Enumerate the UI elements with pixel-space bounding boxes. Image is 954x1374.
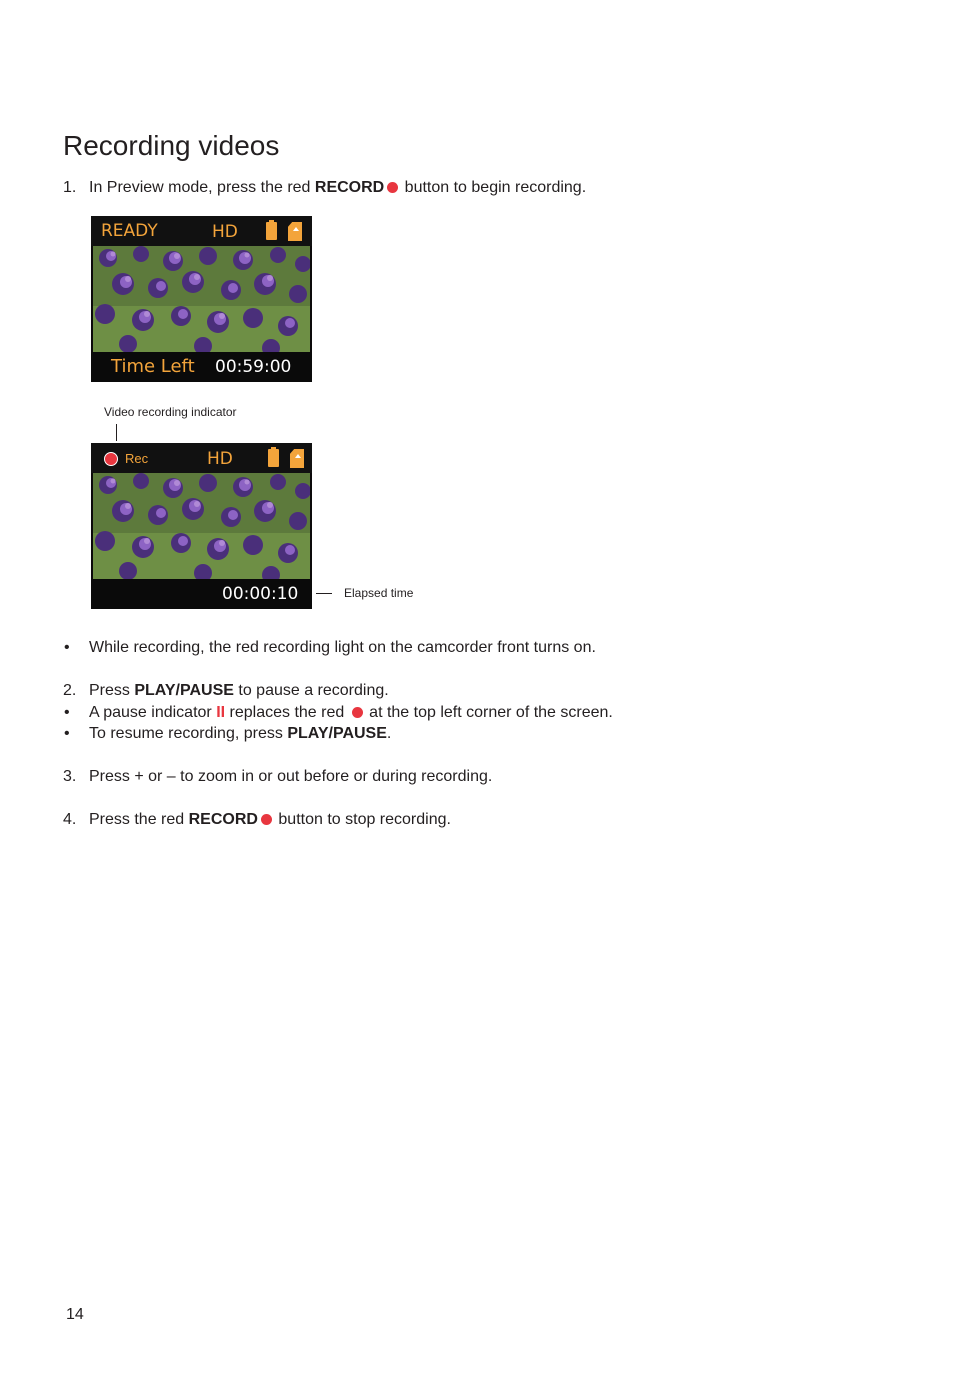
record-label: RECORD — [314, 179, 385, 196]
bullet-pause-post: at the top left corner of the screen. — [364, 704, 613, 721]
record-label: RECORD — [188, 811, 258, 828]
ready-status: READY — [101, 221, 158, 241]
hd-label: HD — [207, 449, 233, 469]
bullet-mark: • — [64, 704, 70, 721]
ready-screen — [91, 216, 312, 382]
record-dot-icon — [387, 182, 398, 193]
page-title: Recording videos — [63, 130, 280, 161]
rec-screen-bottombar — [91, 579, 312, 609]
time-left-value: 00:59:00 — [215, 357, 292, 377]
step-4-pre: Press the red — [89, 811, 189, 828]
bullet-mark: • — [64, 725, 70, 742]
step-2-post: to pause a recording. — [233, 682, 389, 699]
elapsed-callout: Elapsed time — [344, 586, 414, 600]
page-number: 14 — [66, 1306, 84, 1323]
bullet-resume-post: . — [386, 725, 392, 742]
battery-icon — [266, 222, 277, 240]
pause-indicator-icon: II — [216, 704, 226, 721]
step-1-post: button to begin recording. — [400, 179, 587, 196]
hd-label: HD — [212, 222, 238, 242]
ready-screen-bottombar — [91, 352, 312, 382]
elapsed-time-value: 00:00:10 — [222, 584, 299, 604]
indicator-callout: Video recording indicator — [104, 405, 237, 419]
bullet-mark: • — [64, 639, 70, 656]
bullet-resume-pre: To resume recording, press — [89, 725, 288, 742]
step-1-number: 1. — [63, 179, 77, 196]
battery-icon — [268, 449, 279, 467]
play-pause-label: PLAY/PAUSE — [287, 725, 387, 742]
step-3-number: 3. — [63, 768, 77, 785]
lavender-preview-image — [93, 246, 310, 352]
step-2-pre: Press — [89, 682, 135, 699]
step-4-text — [89, 810, 451, 830]
bullet-recording-text: While recording, the red recording light on the camcorder front turns on. — [89, 639, 596, 656]
bullet-pause-text — [89, 703, 613, 723]
record-dot-icon — [352, 707, 363, 718]
recording-indicator-icon — [104, 452, 118, 466]
step-1-pre: In Preview mode, press the red — [89, 179, 315, 196]
lavender-preview-image — [93, 473, 310, 579]
bullet-pause-pre: A pause indicator — [89, 704, 217, 721]
record-dot-icon — [261, 814, 272, 825]
step-4-number: 4. — [63, 811, 77, 828]
indicator-callout-line — [116, 424, 117, 441]
bullet-resume-text — [89, 724, 391, 744]
step-4-post: button to stop recording. — [273, 811, 451, 828]
rec-screen — [91, 443, 312, 609]
step-2-number: 2. — [63, 682, 77, 699]
play-pause-label: PLAY/PAUSE — [134, 682, 234, 699]
rec-status: Rec — [125, 451, 149, 466]
sd-card-icon — [288, 222, 302, 241]
step-3-text: Press + or – to zoom in or out before or during recording. — [89, 768, 493, 785]
elapsed-callout-line — [316, 593, 332, 594]
step-2-text — [89, 681, 389, 701]
step-1-text — [89, 178, 586, 198]
bullet-pause-mid: replaces the red — [225, 704, 349, 721]
sd-card-icon — [290, 449, 304, 468]
time-left-label: Time Left — [111, 356, 195, 377]
